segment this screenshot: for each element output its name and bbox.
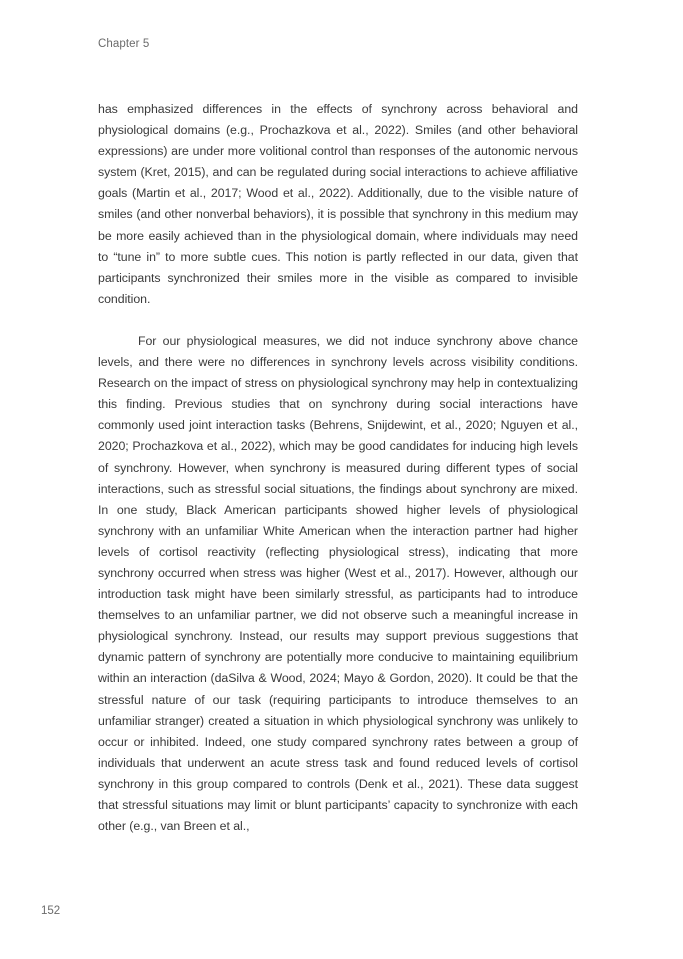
body-text	[98, 99, 578, 837]
page-number: 152	[41, 905, 61, 917]
paragraph-1: has emphasized differences in the effects of synchrony across behavioral and physiological domains (e.g., Prochazkova et al., 2022). Smiles (and other behavioral expressions) are under more volitional control than responses of the autonomic nervous system (Kret, 2015), and can be regulated during social interactions to achieve affiliative goals (Martin et al., 2017; Wood et al., 2022). Additionally, due to the visible nature of smiles (and other nonverbal behaviors), it is possible that synchrony in this medium may be more easily achieved than in the physiological domain, where individuals may need to “tune in” to more subtle cues. This notion is partly reflected in our data, given that participants synchronized their smiles more in the visible as compared to invisible condition.	[98, 102, 578, 306]
running-head-chapter: Chapter 5	[98, 38, 150, 50]
paragraph-2: For our physiological measures, we did not induce synchrony above chance levels, and there were no differences in synchrony levels across visibility conditions. Research on the impact of stress on physiological synchrony may help in contextualizing this finding. Previous studies that on synchrony during social interactions have commonly used joint interaction tasks (Behrens, Snijdewint, et al., 2020; Nguyen et al., 2020; Prochazkova et al., 2022), which may be good candidates for inducing high levels of synchrony. However, when synchrony is measured during different types of social interactions, such as stressful social situations, the findings about synchrony are mixed. In one study, Black American participants showed higher levels of physiological synchrony with an unfamiliar White American when the interaction partner had higher levels of cortisol reactivity (reflecting physiological stress), indicating that more synchrony occurred when stress was higher (West et al., 2017). However, although our introduction task might have been similarly stressful, as participants had to introduce themselves to an unfamiliar partner, we did not observe such a meaningful increase in physiological synchrony. Instead, our results may support previous suggestions that dynamic pattern of synchrony are potentially more conducive to maintaining equilibrium within an interaction (daSilva & Wood, 2024; Mayo & Gordon, 2020). It could be that the stressful nature of our task (requiring participants to introduce themselves to an unfamiliar stranger) created a situation in which physiological synchrony was unlikely to occur or inhibited. Indeed, one study compared synchrony rates between a group of individuals that underwent an acute stress task and found reduced levels of cortisol synchrony in this group compared to controls (Denk et al., 2021). These data suggest that stressful situations may limit or blunt participants’ capacity to synchronize with each other (e.g., van Breen et al.,	[98, 333, 578, 834]
